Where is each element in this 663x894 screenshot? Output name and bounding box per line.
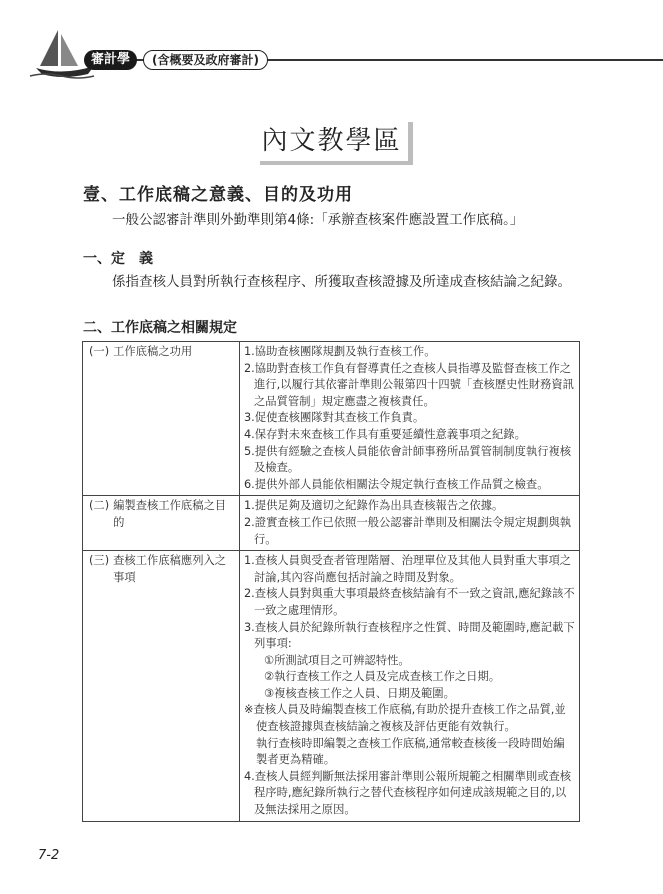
category-cell [83, 496, 240, 551]
book-subtitle: (含概要及政府審計) [143, 50, 268, 70]
page-number: 7-2 [38, 848, 60, 863]
category-title: 查核工作底稿應列入之事項 [113, 554, 227, 584]
content-cell [240, 342, 580, 496]
category-number: (一) [89, 345, 110, 358]
list-item: 1.查核人員與受查者管理階層、治理單位及其他人員對重大事項之討論,其內容尚應包括討論之時間及對象。 [244, 554, 572, 584]
zone-title: 內文教學區 [255, 118, 407, 161]
list-item: 4.查核人員經判斷無法採用審計準則公報所規範之相關準則或查核程序時,應紀錄所執行之替代查核程序如何達成該規範之目的,以及無法採用之原因。 [244, 769, 572, 817]
list-item: 3.查核人員於紀錄所執行查核程序之性質、時間及範圍時,應記載下列事項: [244, 620, 575, 651]
category-number: (二) [89, 499, 110, 513]
content-cell [240, 496, 580, 551]
list-item: 2.查核人員對與重大事項最終查核結論有不一致之資訊,應紀錄該不一致之處理情形。 [244, 587, 575, 617]
list-item: 3.促使查核團隊對其查核工作負責。 [244, 411, 425, 425]
list-item: 1.提供足夠及適切之紀錄作為出具查核報告之依據。 [244, 499, 504, 513]
page-header [0, 0, 663, 100]
table-row [83, 342, 580, 496]
sub-item: ②執行查核工作之人員及完成查核工作之日期。 [264, 670, 501, 684]
sub-item: ③複核查核工作之人員、日期及範圍。 [264, 686, 455, 700]
regulations-table [82, 341, 580, 822]
category-title: 工作底稿之功用 [113, 345, 193, 358]
list-item: 5.提供有經驗之查核人員能依會計師事務所品質管制制度執行複核及檢查。 [244, 444, 572, 475]
list-item: 6.提供外部人員能依相關法令規定執行查核工作品質之檢查。 [244, 477, 549, 491]
list-item: 1.協助查核團隊規劃及執行查核工作。 [244, 345, 436, 358]
category-cell [83, 342, 240, 496]
category-title: 編製查核工作底稿之目的 [113, 499, 227, 529]
note-text: ※查核人員及時編製查核工作底稿,有助於提升查核工作之品質,並使查核證據與查核結論之複核及評估更能有效執行。 [244, 703, 566, 734]
section-main-text: 一般公認審計準則外勤準則第4條:「承辦查核案件應設置工作底稿。」 [112, 212, 524, 228]
content-cell [240, 551, 580, 822]
table-row [83, 496, 580, 551]
sub-item: ①所測試項目之可辨認特性。 [264, 653, 410, 667]
list-item: 2.證實查核工作已依照一般公認審計準則及相關法令規定規劃與執行。 [244, 515, 572, 546]
zone-title-wrap [0, 118, 663, 161]
definition-heading: 一、定 義 [83, 251, 153, 267]
regulations-heading: 二、工作底稿之相關規定 [83, 320, 237, 336]
category-number: (三) [89, 554, 110, 568]
note-continuation: 執行查核時即編製之查核工作底稿,通常較查核後一段時間始編製者更為精確。 [256, 736, 565, 767]
category-cell [83, 551, 240, 822]
table-row [83, 551, 580, 822]
section-heading-main: 壹、工作底稿之意義、目的及功用 [83, 185, 353, 205]
book-title-badge: 審計學 [84, 50, 137, 70]
list-item: 4.保存對未來查核工作具有重要延續性意義事項之紀錄。 [244, 427, 526, 441]
list-item: 2.協助對查核工作負有督導責任之查核人員指導及監督查核工作之進行,以履行其依審計準則公報第四十四號「查核歷史性財務資訊之品質管制」規定應盡之複核責任。 [244, 361, 574, 408]
definition-text: 係指查核人員對所執行查核程序、所獲取查核證據及所達成查核結論之紀錄。 [112, 274, 571, 290]
